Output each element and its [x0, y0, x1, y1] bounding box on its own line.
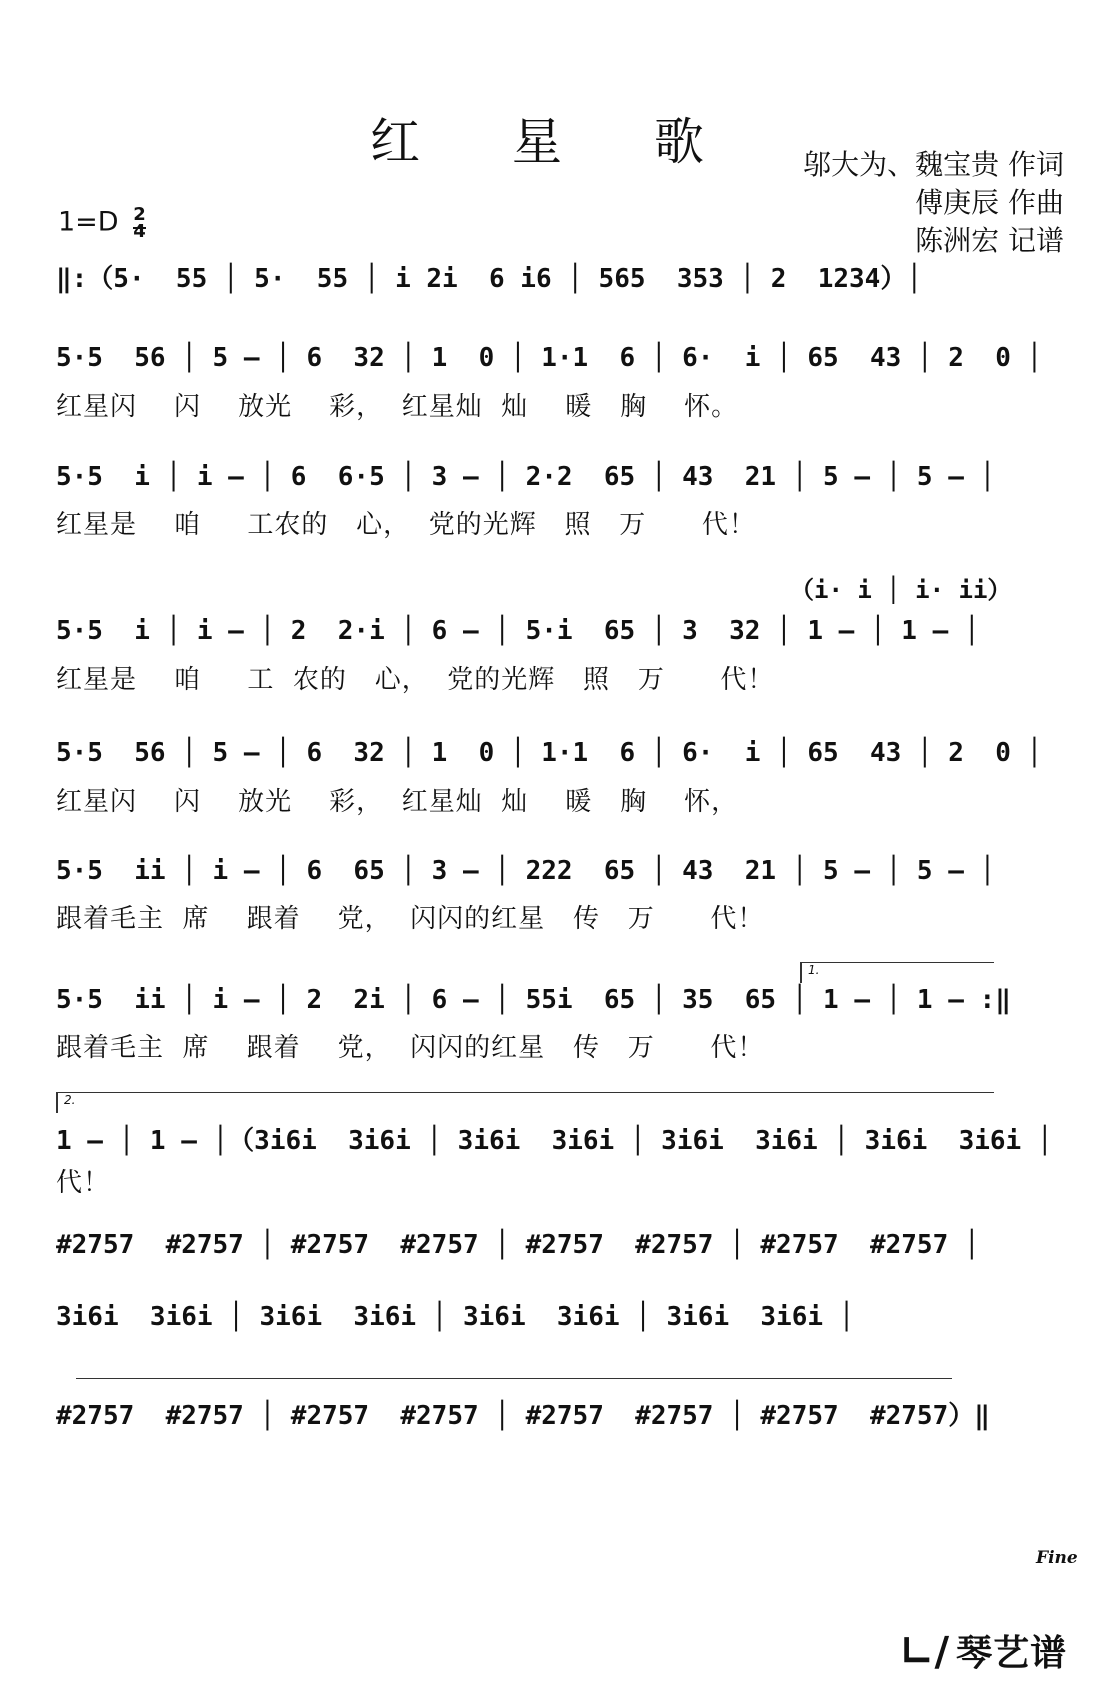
- score-line-2: 5·5 56 │ 5 – │ 6 32 │ 1 0 │ 1·1 6 │ 6· i │ 65 43 │ 2 0 │: [56, 343, 1043, 373]
- score-line-8: 1 – │ 1 – │（3i6i 3i6i │ 3i6i 3i6i │ 3i6i 3i6i │ 3i6i 3i6i │: [56, 1126, 1053, 1156]
- lyrics-line-2: 红星闪 闪 放光 彩， 红星灿 灿 暖 胸 怀。: [56, 392, 739, 422]
- score-line-1: ‖:（5· 55 │ 5· 55 │ i 2i 6 i6 │ 565 353 │ 2 1234）│: [56, 264, 922, 294]
- volta-1-label: 1.: [808, 963, 820, 977]
- volta-2: [56, 1092, 994, 1113]
- lyrics-line-4: 红星是 咱 工 农的 心， 党的光辉 照 万 代！: [56, 665, 775, 695]
- lyrics-line-7: 跟着毛主 席 跟着 党， 闪闪的红星 传 万 代！: [56, 1033, 765, 1063]
- tremolo-line: [76, 1378, 952, 1379]
- time-signature: [133, 206, 146, 240]
- key-signature: [58, 206, 146, 240]
- fine-marking: Fine: [1036, 1548, 1078, 1568]
- score-line-3: 5·5 i │ i – │ 6 6·5 │ 3 – │ 2·2 65 │ 43 21 │ 5 – │ 5 – │: [56, 462, 996, 492]
- time-top: 2: [133, 204, 146, 229]
- ossia-notes: （i· i │ i· ii）: [790, 576, 1012, 604]
- lyrics-line-3: 红星是 咱 工农的 心， 党的光辉 照 万 代！: [56, 510, 756, 540]
- score-line-6: 5·5 ii │ i – │ 6 65 │ 3 – │ 222 65 │ 43 21 │ 5 – │ 5 – │: [56, 856, 996, 886]
- lyrics-line-5: 红星闪 闪 放光 彩， 红星灿 灿 暖 胸 怀，: [56, 787, 739, 817]
- song-title: 红 星 歌: [370, 113, 742, 171]
- score-line-7: 5·5 ii │ i – │ 2 2i │ 6 – │ 55i 65 │ 35 65 │ 1 – │ 1 – :‖: [56, 985, 1011, 1015]
- composer-credit: 傅庚辰 作曲: [915, 186, 1064, 219]
- brand-logo: [900, 1625, 1067, 1676]
- brand-name: 琴艺谱: [956, 1633, 1068, 1674]
- brand-mark-icon: ∟∕: [900, 1629, 951, 1675]
- time-bottom: 4: [133, 221, 146, 242]
- score-line-11: #2757 #2757 │ #2757 #2757 │ #2757 #2757 │ #2757 #2757）‖: [56, 1401, 990, 1431]
- score-line-10: 3i6i 3i6i │ 3i6i 3i6i │ 3i6i 3i6i │ 3i6i 3i6i │: [56, 1302, 855, 1332]
- transcriber-credit: 陈洲宏 记谱: [915, 224, 1064, 257]
- volta-2-label: 2.: [64, 1093, 76, 1107]
- volta-1: [800, 962, 994, 983]
- lyricist-credit: 邬大为、魏宝贵 作词: [803, 148, 1064, 181]
- score-line-5: 5·5 56 │ 5 – │ 6 32 │ 1 0 │ 1·1 6 │ 6· i │ 65 43 │ 2 0 │: [56, 738, 1043, 768]
- key-label: 1=D: [58, 206, 119, 238]
- score-line-4: 5·5 i │ i – │ 2 2·i │ 6 – │ 5·i 65 │ 3 32 │ 1 – │ 1 – │: [56, 616, 980, 646]
- lyrics-line-6: 跟着毛主 席 跟着 党， 闪闪的红星 传 万 代！: [56, 904, 765, 934]
- credits: [803, 146, 1064, 260]
- score-line-9: #2757 #2757 │ #2757 #2757 │ #2757 #2757 │ #2757 #2757 │: [56, 1230, 980, 1260]
- lyrics-line-8: 代！: [56, 1168, 111, 1198]
